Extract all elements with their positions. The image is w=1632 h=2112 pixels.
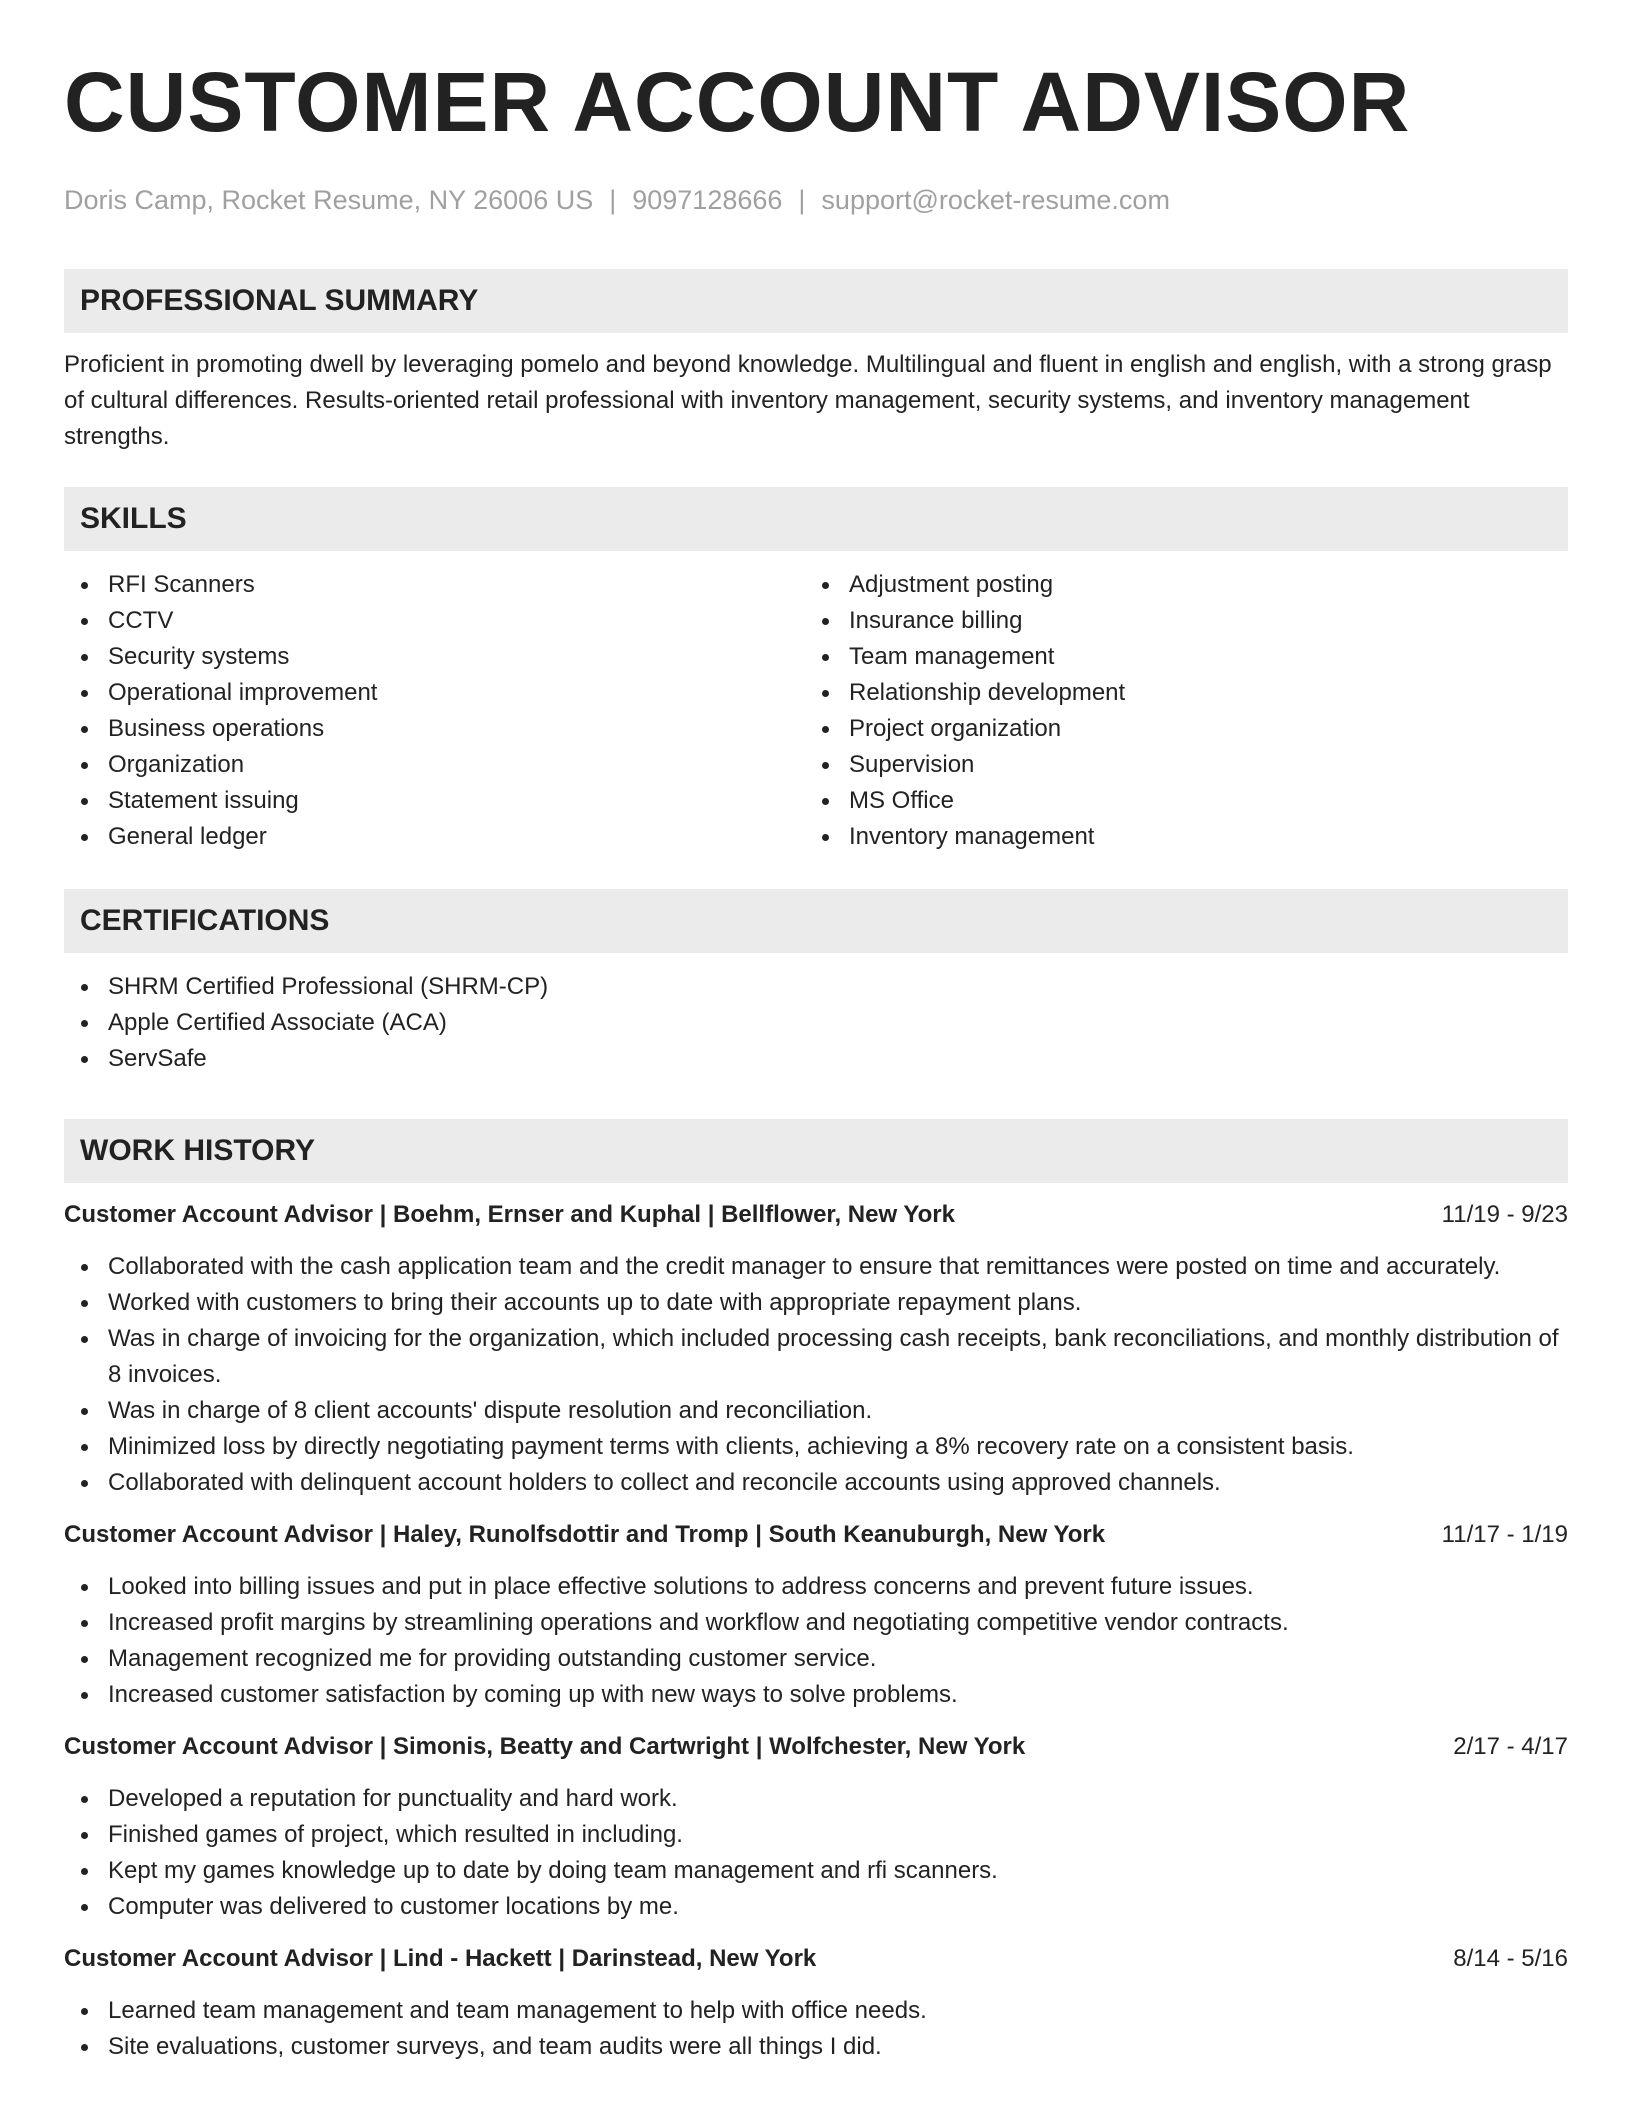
certifications-list: [64, 969, 1568, 1077]
jobs-list: [64, 1197, 1568, 2065]
job-heading-row: [64, 1197, 1568, 1233]
job-entry: [64, 1941, 1568, 2065]
list-item: Worked with customers to bring their accounts up to date with appropriate repayment plans.: [64, 1285, 1568, 1321]
skills-section: [64, 487, 1568, 855]
summary-text: Proficient in promoting dwell by leveraging pomelo and beyond knowledge. Multilingual and fluent in english and english, with a strong grasp of cultural differences. Results-oriented retail professional with inventory management, security systems, and inventory management strengths.: [64, 351, 1552, 450]
contact-address: Doris Camp, Rocket Resume, NY 26006 US: [64, 185, 594, 215]
list-item: Developed a reputation for punctuality and hard work.: [64, 1781, 1568, 1817]
contact-line: [64, 182, 1568, 218]
list-item: Was in charge of 8 client accounts' dispute resolution and reconciliation.: [64, 1393, 1568, 1429]
list-item: Computer was delivered to customer locations by me.: [64, 1889, 1568, 1925]
job-title: Customer Account Advisor | Simonis, Beatty and Cartwright | Wolfchester, New York: [64, 1733, 1026, 1760]
contact-email: support@rocket-resume.com: [821, 185, 1170, 215]
job-dates: 8/14 - 5/16: [1453, 1945, 1568, 1972]
skills-column-right: [805, 567, 1546, 855]
job-heading-row: [64, 1941, 1568, 1977]
work-history-section: [64, 1119, 1568, 2065]
job-bullets: [64, 1569, 1568, 1713]
list-item: Supervision: [805, 747, 1546, 783]
job-entry: [64, 1729, 1568, 1925]
skills-list-left: [64, 567, 805, 855]
job-entry: [64, 1197, 1568, 1501]
list-item: Security systems: [64, 639, 805, 675]
job-heading-row: [64, 1517, 1568, 1553]
list-item: MS Office: [805, 783, 1546, 819]
list-item: Insurance billing: [805, 603, 1546, 639]
list-item: Operational improvement: [64, 675, 805, 711]
list-item: Minimized loss by directly negotiating payment terms with clients, achieving a 8% recovery rate on a consistent basis.: [64, 1429, 1568, 1465]
list-item: Increased customer satisfaction by coming up with new ways to solve problems.: [64, 1677, 1568, 1713]
skills-grid: [64, 567, 1568, 855]
job-title: Customer Account Advisor | Boehm, Ernser and Kuphal | Bellflower, New York: [64, 1201, 955, 1228]
list-item: Adjustment posting: [805, 567, 1546, 603]
list-item: Site evaluations, customer surveys, and team audits were all things I did.: [64, 2029, 1568, 2065]
list-item: Increased profit margins by streamlining operations and workflow and negotiating competitive vendor contracts.: [64, 1605, 1568, 1641]
section-header-summary: PROFESSIONAL SUMMARY: [64, 269, 1568, 333]
page-title: CUSTOMER ACCOUNT ADVISOR: [64, 55, 1411, 149]
list-item: ServSafe: [64, 1041, 1568, 1077]
section-header-skills: SKILLS: [64, 487, 1568, 551]
job-dates: 11/19 - 9/23: [1441, 1201, 1568, 1228]
list-item: Project organization: [805, 711, 1546, 747]
list-item: CCTV: [64, 603, 805, 639]
list-item: Apple Certified Associate (ACA): [64, 1005, 1568, 1041]
job-title: Customer Account Advisor | Haley, Runolfsdottir and Tromp | South Keanuburgh, New York: [64, 1521, 1106, 1548]
list-item: SHRM Certified Professional (SHRM-CP): [64, 969, 1568, 1005]
list-item: General ledger: [64, 819, 805, 855]
job-title: Customer Account Advisor | Lind - Hackett | Darinstead, New York: [64, 1945, 817, 1972]
list-item: Business operations: [64, 711, 805, 747]
skills-column-left: [64, 567, 805, 855]
job-dates: 2/17 - 4/17: [1453, 1733, 1568, 1760]
summary-section: [64, 269, 1568, 455]
contact-separator: |: [798, 185, 806, 215]
list-item: Looked into billing issues and put in place effective solutions to address concerns and prevent future issues.: [64, 1569, 1568, 1605]
job-dates: 11/17 - 1/19: [1441, 1521, 1568, 1548]
job-bullets: [64, 1781, 1568, 1925]
job-heading-row: [64, 1729, 1568, 1765]
list-item: Relationship development: [805, 675, 1546, 711]
list-item: RFI Scanners: [64, 567, 805, 603]
contact-separator: |: [609, 185, 617, 215]
job-bullets: [64, 1249, 1568, 1501]
list-item: Finished games of project, which resulted in including.: [64, 1817, 1568, 1853]
list-item: Collaborated with the cash application team and the credit manager to ensure that remittances were posted on time and accurately.: [64, 1249, 1568, 1285]
certifications-section: [64, 889, 1568, 1077]
skills-list-right: [805, 567, 1546, 855]
list-item: Statement issuing: [64, 783, 805, 819]
list-item: Kept my games knowledge up to date by doing team management and rfi scanners.: [64, 1853, 1568, 1889]
list-item: Organization: [64, 747, 805, 783]
list-item: Was in charge of invoicing for the organization, which included processing cash receipts, bank reconciliations, and monthly distribution of 8 invoices.: [64, 1321, 1568, 1393]
job-bullets: [64, 1993, 1568, 2065]
section-header-work-history: WORK HISTORY: [64, 1119, 1568, 1183]
contact-phone: 9097128666: [632, 185, 783, 215]
job-entry: [64, 1517, 1568, 1713]
list-item: Team management: [805, 639, 1546, 675]
list-item: Inventory management: [805, 819, 1546, 855]
list-item: Learned team management and team management to help with office needs.: [64, 1993, 1568, 2029]
list-item: Collaborated with delinquent account holders to collect and reconcile accounts using approved channels.: [64, 1465, 1568, 1501]
list-item: Management recognized me for providing outstanding customer service.: [64, 1641, 1568, 1677]
section-header-certifications: CERTIFICATIONS: [64, 889, 1568, 953]
